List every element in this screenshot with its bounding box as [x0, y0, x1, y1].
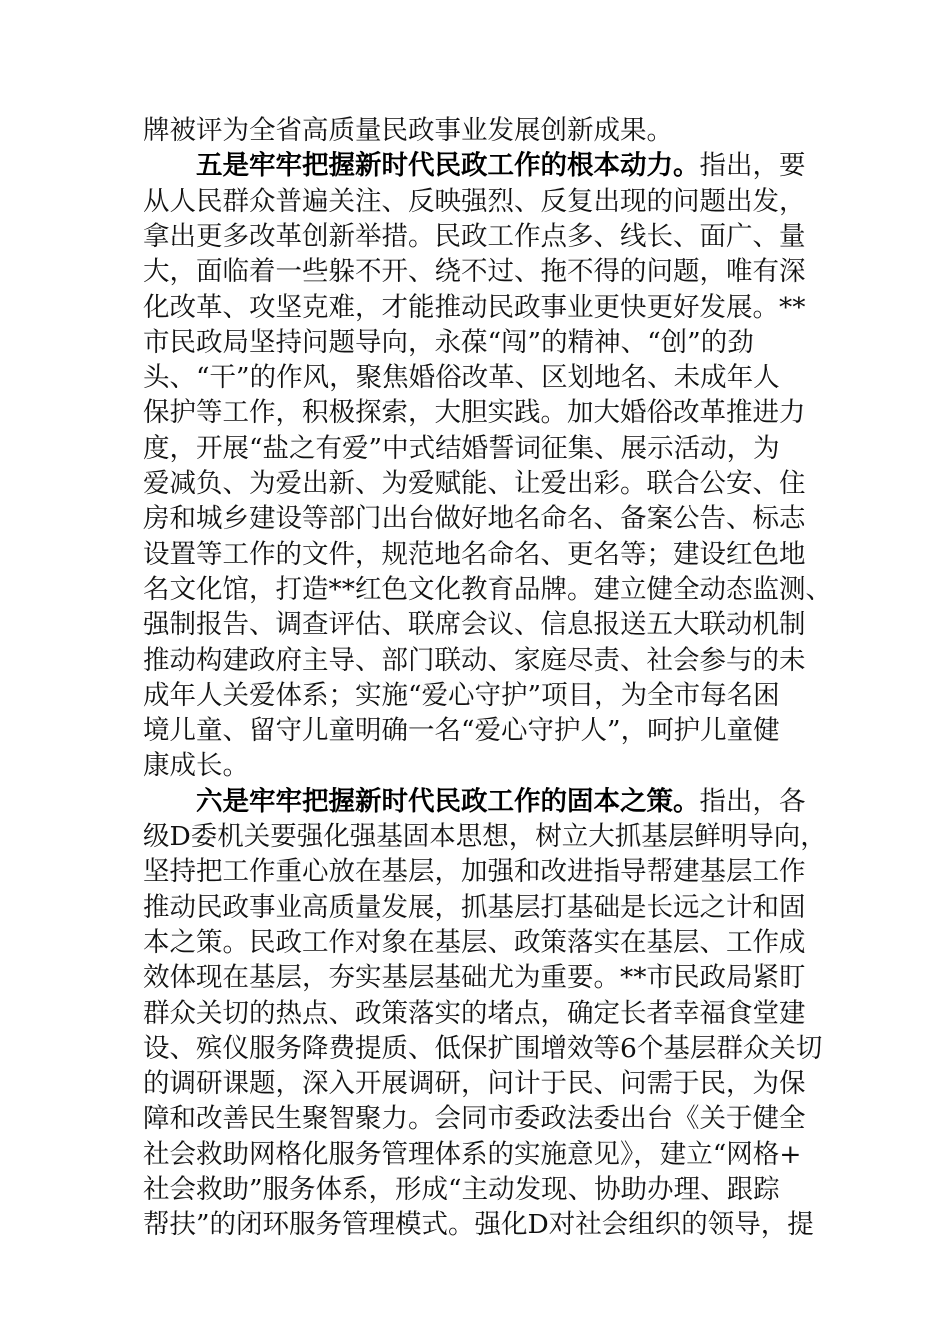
text-line — [143, 994, 806, 1034]
text-line — [143, 570, 832, 610]
text-line — [143, 288, 806, 328]
line-text: 坚持把工作重心放在基层，加强和改进指导帮建基层工作 — [143, 856, 806, 888]
text-line — [143, 1064, 806, 1104]
line-text: 推动民政事业高质量发展，抓基层打基础是长远之计和固 — [143, 891, 806, 923]
line-text: 设、殡仪服务降费提质、低保扩围增效等6个基层群众关切 — [143, 1032, 823, 1064]
line-text: 市民政局坚持问题导向，永葆“闯”的精神、“创”的劲 — [143, 326, 754, 358]
text-line — [143, 888, 806, 928]
text-line — [143, 923, 806, 963]
text-line — [143, 641, 806, 681]
text-line — [143, 852, 806, 892]
line-text: 名文化馆，打造**红色文化教育品牌。建立健全动态监测、 — [143, 573, 832, 605]
text-line — [143, 746, 249, 786]
line-text: 帮扶”的闭环服务管理模式。强化D对社会组织的领导，提 — [143, 1209, 814, 1241]
line-text: 本之策。民政工作对象在基层、政策落实在基层、工作成 — [143, 926, 806, 958]
document-body — [143, 111, 832, 1241]
line-text: 障和改善民生聚智聚力。会同市委政法委出台《关于健全 — [143, 1103, 806, 1135]
text-line — [143, 252, 806, 292]
text-line — [143, 711, 780, 751]
line-text: 社会救助”服务体系，形成“主动发现、协助办理、跟踪 — [143, 1174, 780, 1205]
text-line — [143, 111, 673, 151]
text-line — [143, 429, 780, 469]
line-text: 成年人关爱体系；实施“爱心守护”项目，为全市每名困 — [143, 679, 780, 711]
paragraph-lead: 六是牢牢把握新时代民政工作的固本之策。 — [196, 785, 700, 817]
text-line — [143, 393, 806, 433]
text-line — [143, 499, 806, 539]
paragraph-heading-line — [196, 146, 806, 186]
text-line — [143, 1099, 806, 1139]
line-text: 化改革、攻坚克难，才能推动民政事业更快更好发展。** — [143, 291, 806, 323]
line-text: 大，面临着一些躲不开、绕不过、拖不得的问题，唯有深 — [143, 256, 806, 288]
line-text: 境儿童、留守儿童明确一名“爱心守护人”，呵护儿童健 — [143, 715, 780, 747]
text-line — [143, 605, 806, 645]
line-text: 拿出更多改革创新举措。民政工作点多、线长、面广、量 — [143, 220, 806, 252]
text-line — [143, 817, 827, 857]
line-text: 的调研课题，深入开展调研，问计于民、问需于民，为保 — [143, 1068, 806, 1100]
text-line — [143, 958, 806, 998]
line-text: 设置等工作的文件，规范地名命名、更名等；建设红色地 — [143, 538, 806, 570]
text-line — [143, 1170, 780, 1210]
text-line — [143, 464, 806, 504]
line-text: 保护等工作，积极探索，大胆实践。加大婚俗改革推进力 — [143, 397, 806, 429]
line-text: 群众关切的热点、政策落实的堵点，确定长者幸福食堂建 — [143, 997, 806, 1029]
text-line — [143, 358, 780, 398]
line-text: 从人民群众普遍关注、反映强烈、反复出现的问题出发， — [143, 185, 806, 217]
text-line — [143, 182, 806, 222]
line-text: 指出，要 — [699, 150, 806, 182]
line-text: 牌被评为全省高质量民政事业发展创新成果。 — [143, 115, 673, 146]
line-text: 效体现在基层，夯实基层基础尤为重要。**市民政局紧盯 — [143, 962, 806, 994]
line-text: 头、“干”的作风，聚焦婚俗改革、区划地名、未成年人 — [143, 362, 780, 394]
paragraph-lead: 五是牢牢把握新时代民政工作的根本动力。 — [196, 150, 700, 182]
line-text: 级D委机关要强化强基固本思想，树立大抓基层鲜明导向， — [143, 821, 827, 852]
text-line — [143, 676, 780, 716]
line-text: 康成长。 — [143, 750, 249, 782]
line-text: 指出，各 — [699, 785, 806, 817]
line-text: 强制报告、调查评估、联席会议、信息报送五大联动机制 — [143, 609, 806, 641]
line-text: 推动构建政府主导、部门联动、家庭尽责、社会参与的未 — [143, 644, 806, 676]
text-line — [143, 217, 806, 257]
line-text: 社会救助网格化服务管理体系的实施意见》，建立“网格+ — [143, 1138, 802, 1170]
line-text: 爱减负、为爱出新、为爱赋能、让爱出彩。联合公安、住 — [143, 468, 806, 499]
text-line — [143, 1029, 822, 1069]
text-line — [143, 1135, 802, 1175]
line-text: 房和城乡建设等部门出台做好地名命名、备案公告、标志 — [143, 503, 806, 535]
text-line — [143, 1205, 814, 1245]
text-line — [143, 323, 754, 363]
line-text: 度，开展“盐之有爱”中式结婚誓词征集、展示活动，为 — [143, 432, 780, 464]
text-line — [143, 535, 806, 575]
paragraph-heading-line — [196, 782, 806, 822]
